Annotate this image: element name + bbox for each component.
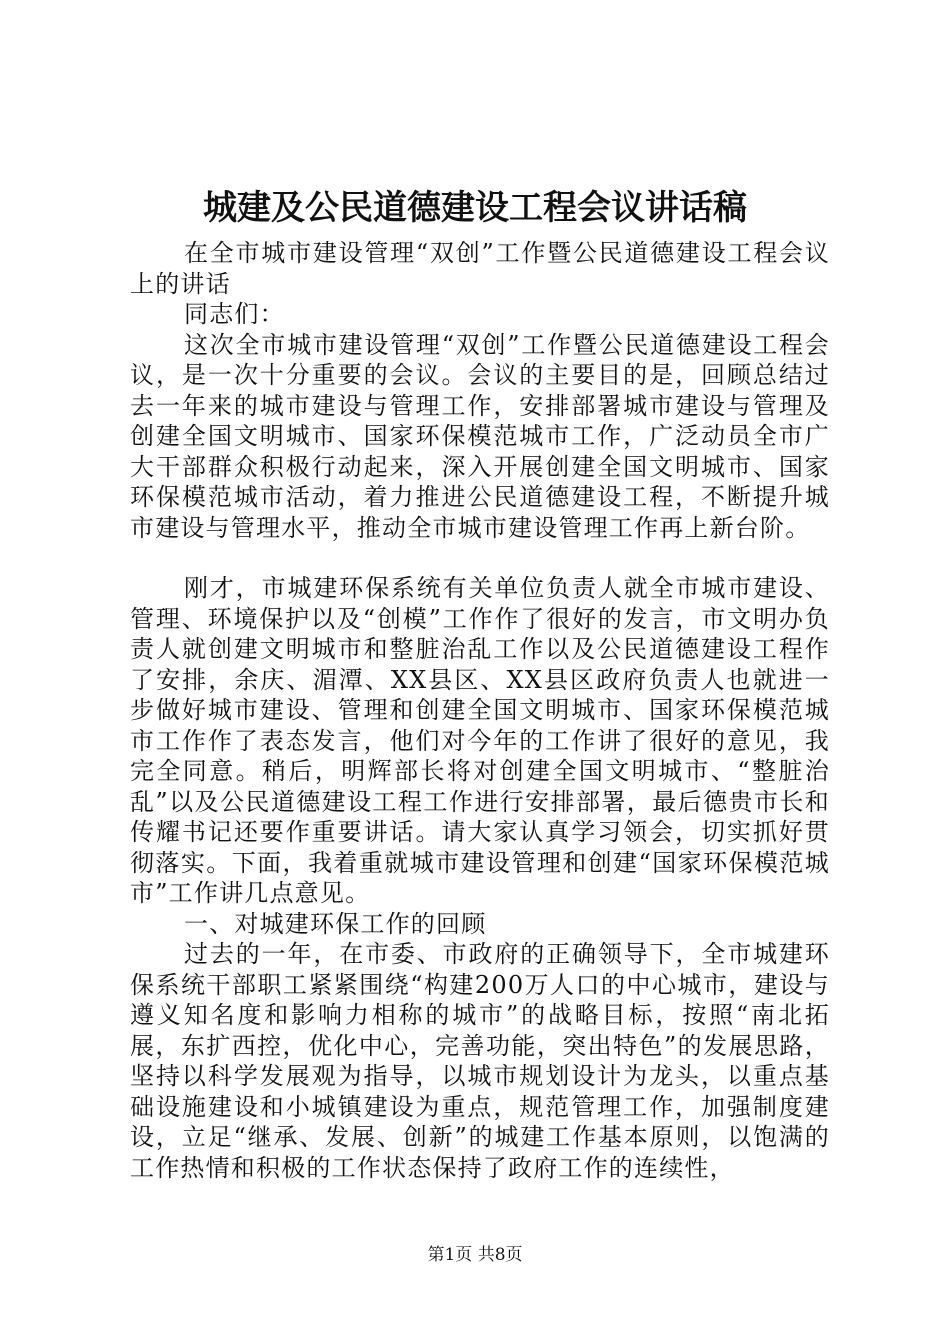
salutation-paragraph: 同志们： <box>184 300 285 328</box>
document-title: 城建及公民道德建设工程会议讲话稿 <box>203 188 747 228</box>
body-paragraph: 刚才，市城建环保系统有关单位负责人就全市城市建设、管理、环境保护以及“创模”工作作了很好的发言，市文明办负责人就创建文明城市和整脏治乱工作以及公民道德建设工程作了安排，余庆、湄潭、XX县区、XX县区政府负责人也就进一步做好城市建设、管理和创建全国文明城市、国家环保模范城市工作作了表态发言，他们对今年的工作讲了很好的意见，我完全同意。稍后，明辉部长将对创建全国文明城市、“整脏治乱”以及公民道德建设工程工作进行安排部署，最后德贵市长和传耀书记还要作重要讲话。请大家认真学习领会，切实抓好贯彻落实。下面，我着重就城市建设管理和创建“国家环保模范城市”工作讲几点意见。 <box>130 574 830 907</box>
paragraph-gap <box>130 543 830 573</box>
body-paragraph: 过去的一年，在市委、市政府的正确领导下，全市城建环保系统干部职工紧紧围绕“构建200万人口的中心城市，建设与遵义知名度和影响力相称的城市”的战略目标，按照“南北拓展，东扩西控，优化中心，完善功能，突出特色”的发展思路，坚持以科学发展观为指导，以城市规划设计为龙头，以重点基础设施建设和小城镇建设为重点，规范管理工作，加强制度建设，立足“继承、发展、创新”的城建工作基本原则，以饱满的工作热情和积极的工作状态保持了政府工作的连续性， <box>130 940 830 1182</box>
document-body <box>130 238 830 1183</box>
page-footer: 第1页 共8页 <box>427 1245 523 1265</box>
body-paragraph: 这次全市城市建设管理“双创”工作暨公民道德建设工程会议，是一次十分重要的会议。会议的主要目的是，回顾总结过去一年来的城市建设与管理工作，安排部署城市建设与管理及创建全国文明城市、国家环保模范城市工作，广泛动员全市广大干部群众积极行动起来，深入开展创建全国文明城市、国家环保模范城市活动，着力推进公民道德建设工程，不断提升城市建设与管理水平，推动全市城市建设管理工作再上新台阶。 <box>130 330 830 542</box>
subtitle-paragraph: 在全市城市建设管理“双创”工作暨公民道德建设工程会议上的讲话 <box>130 239 830 298</box>
section-heading: 一、对城建环保工作的回顾 <box>184 909 487 938</box>
